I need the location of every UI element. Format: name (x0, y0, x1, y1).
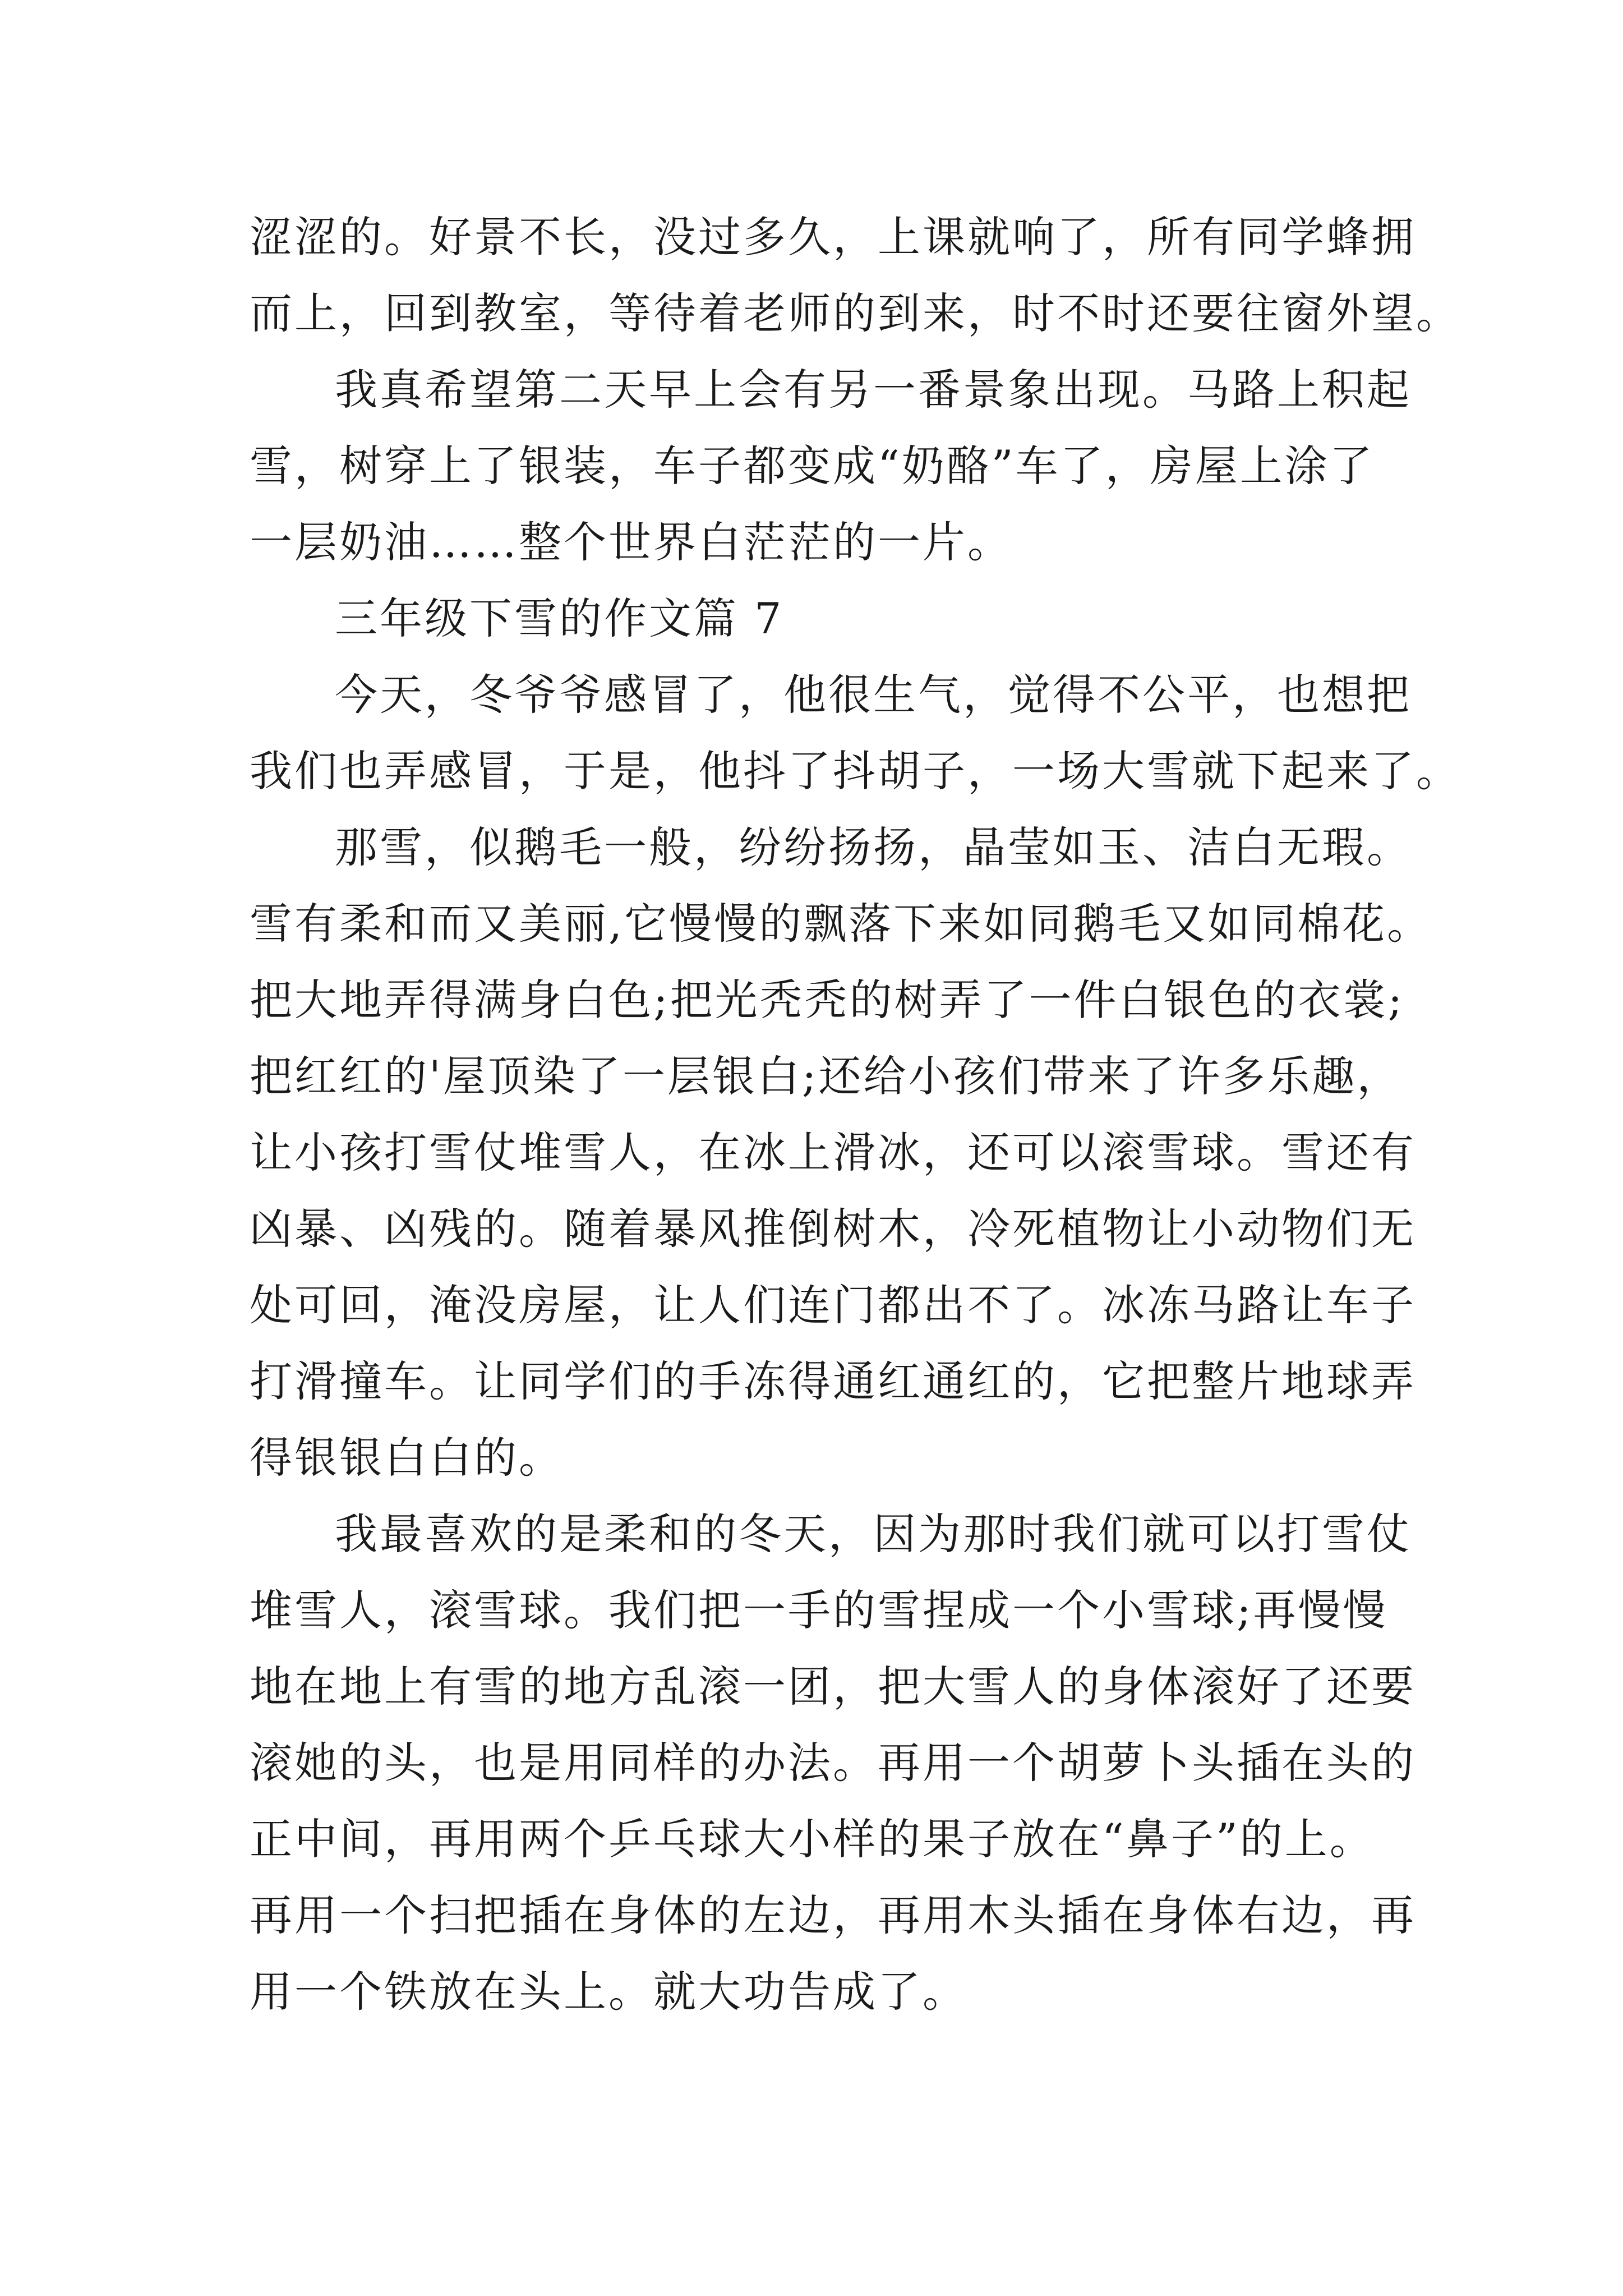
text-line: 正中间，再用两个乒乓球大小样的果子放在“鼻子”的上。 (250, 1814, 1375, 1864)
section-heading: 三年级下雪的作文篇 7 (335, 593, 784, 643)
text-line: 凶暴、凶残的。随着暴风推倒树木，冷死植物让小动物们无 (250, 1204, 1416, 1254)
document-body (250, 199, 1461, 2030)
text-line: 而上，回到教室，等待着老师的到来，时不时还要往窗外望。 (250, 288, 1461, 338)
text-line: 一层奶油……整个世界白茫茫的一片。 (250, 517, 1012, 567)
text-line: 涩涩的。好景不长，没过多久，上课就响了，所有同学蜂拥 (250, 212, 1416, 262)
text-line: 让小孩打雪仗堆雪人，在冰上滑冰，还可以滚雪球。雪还有 (250, 1128, 1416, 1177)
text-line: 把大地弄得满身白色;把光秃秃的树弄了一件白银色的衣裳; (250, 975, 1405, 1025)
text-line: 今天，冬爷爷感冒了，他很生气，觉得不公平，也想把 (335, 670, 1412, 720)
text-line: 再用一个扫把插在身体的左边，再用木头插在身体右边，再 (250, 1890, 1416, 1940)
text-line: 处可回，淹没房屋，让人们连门都出不了。冰冻马路让车子 (250, 1280, 1416, 1330)
text-line: 滚她的头，也是用同样的办法。再用一个胡萝卜头插在头的 (250, 1738, 1416, 1788)
text-line: 我最喜欢的是柔和的冬天，因为那时我们就可以打雪仗 (335, 1509, 1412, 1559)
text-line: 把红红的'屋顶染了一层银白;还给小孩们带来了许多乐趣， (250, 1051, 1402, 1101)
text-line: 用一个铁放在头上。就大功告成了。 (250, 1967, 967, 2017)
text-line: 那雪，似鹅毛一般，纷纷扬扬，晶莹如玉、洁白无瑕。 (335, 822, 1412, 872)
text-line: 我们也弄感冒，于是，他抖了抖胡子，一场大雪就下起来了。 (250, 746, 1461, 796)
text-line: 得银银白白的。 (250, 1433, 564, 1483)
text-line: 堆雪人，滚雪球。我们把一手的雪捏成一个小雪球;再慢慢 (250, 1585, 1388, 1635)
text-line: 打滑撞车。让同学们的手冻得通红通红的，它把整片地球弄 (250, 1356, 1416, 1406)
text-line: 地在地上有雪的地方乱滚一团，把大雪人的身体滚好了还要 (250, 1662, 1416, 1711)
text-line: 我真希望第二天早上会有另一番景象出现。马路上积起 (335, 365, 1412, 415)
text-line: 雪，树穿上了银装，车子都变成“奶酪”车了，房屋上涂了 (250, 441, 1375, 491)
text-line: 雪有柔和而又美丽,它慢慢的飘落下来如同鹅毛又如同棉花。 (250, 899, 1432, 949)
